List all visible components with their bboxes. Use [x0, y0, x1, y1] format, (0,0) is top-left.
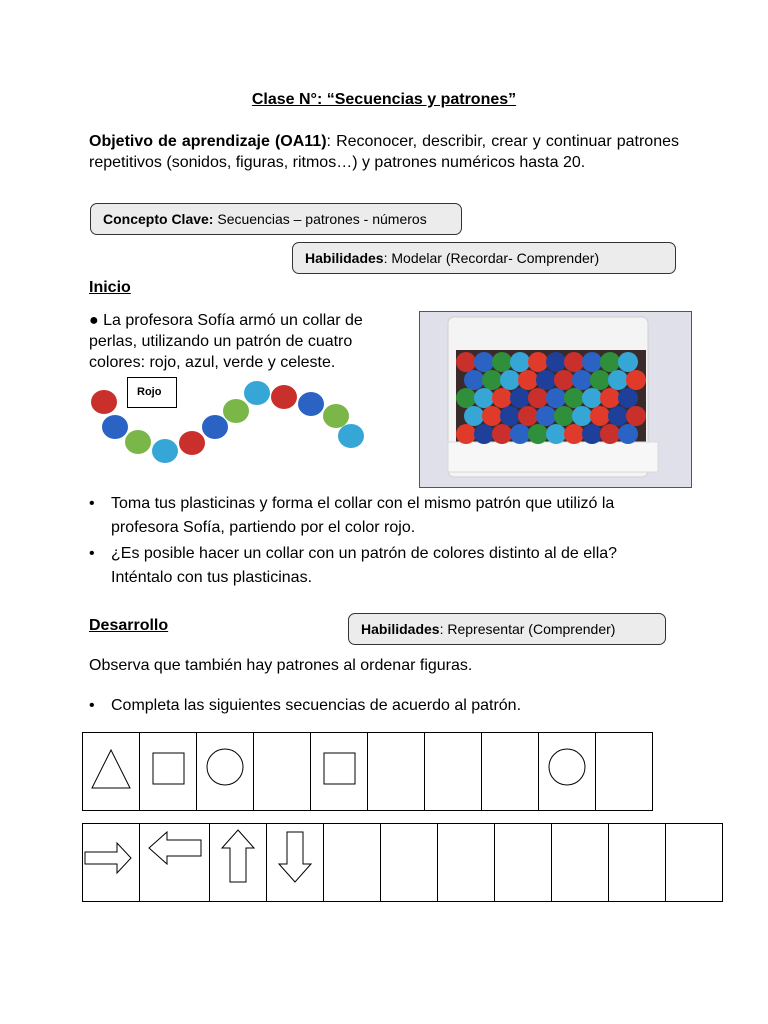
photo-bead [582, 388, 602, 408]
photo-bead [572, 406, 592, 426]
objective-label: Objetivo de aprendizaje (OA11) [89, 133, 327, 150]
circle-shape [539, 733, 595, 805]
photo-bead [564, 424, 584, 444]
square-shape [140, 733, 196, 805]
photo-bead [618, 424, 638, 444]
green-bead [223, 399, 249, 423]
photo-bead [572, 370, 592, 390]
arrow-left-icon [149, 832, 201, 864]
red-bead [271, 385, 297, 409]
photo-bead [518, 370, 538, 390]
beads-box-picture [420, 312, 691, 487]
bullet-text: ¿Es posible hacer un collar con un patrón de colores distinto al de ella? Inténtalo con tus plasticinas. [111, 545, 618, 586]
sequence-cell-circle [539, 733, 596, 811]
photo-bead [600, 388, 620, 408]
sequence-cell-square [311, 733, 368, 811]
bullet-symbol: • [89, 495, 95, 512]
triangle-shape [83, 733, 139, 805]
sequence-cell-circle [197, 733, 254, 811]
arrow-down-icon [279, 832, 311, 882]
skills-value: : Representar (Comprender) [439, 621, 616, 637]
page-title: Clase N°: “Secuencias y patrones” [251, 91, 517, 108]
photo-bead [528, 424, 548, 444]
concept-label: Concepto Clave: [103, 211, 214, 227]
photo-bead [510, 424, 530, 444]
photo-bead [626, 370, 646, 390]
sequence-cell-triangle [83, 733, 140, 811]
photo-bead [510, 352, 530, 372]
sequence-cell-empty[interactable] [495, 824, 552, 902]
skills-label: Habilidades [361, 621, 440, 637]
photo-bead [456, 388, 476, 408]
photo-bead [564, 352, 584, 372]
photo-bead [474, 388, 494, 408]
objective-text: : Reconocer, describir, crear y continuar patrones repetitivos (sonidos, figuras, ritmos…) y patrones numéricos hasta 20. [89, 133, 679, 171]
photo-bead [474, 424, 494, 444]
photo-bead [590, 370, 610, 390]
sequence-cell-empty[interactable] [425, 733, 482, 811]
sequence-cell-empty[interactable] [324, 824, 381, 902]
arrow-up-shape [210, 824, 266, 896]
inicio-heading: Inicio [89, 279, 131, 296]
skills-label: Habilidades [305, 250, 384, 266]
inicio-text: ● La profesora Sofía armó un collar de perlas, utilizando un patrón de cuatro colores: rojo, azul, verde y celeste. [89, 312, 363, 371]
arrow-left-shape [141, 824, 209, 896]
skills-box-inicio [292, 242, 676, 274]
concept-key-box [90, 203, 462, 235]
square-icon [324, 753, 355, 784]
sequence-cell-arrow-left [140, 824, 210, 902]
photo-bead [582, 352, 602, 372]
sequence-cell-arrow-down [267, 824, 324, 902]
photo-bead [500, 406, 520, 426]
blue-bead [202, 415, 228, 439]
photo-bead [608, 370, 628, 390]
sequence-cell-empty[interactable] [666, 824, 723, 902]
photo-bead [456, 352, 476, 372]
red-bead [91, 390, 117, 414]
observe-text: Observa que también hay patrones al ordenar figuras. [89, 657, 473, 674]
photo-bead [492, 352, 512, 372]
sequence-cell-empty[interactable] [438, 824, 495, 902]
photo-bead [590, 406, 610, 426]
desarrollo-heading: Desarrollo [89, 617, 169, 634]
photo-bead [554, 406, 574, 426]
photo-bead [464, 370, 484, 390]
arrow-down-shape [267, 824, 323, 896]
sequence-cell-empty[interactable] [368, 733, 425, 811]
photo-bead [474, 352, 494, 372]
photo-bead [600, 424, 620, 444]
skills-value: : Modelar (Recordar- Comprender) [383, 250, 600, 266]
photo-bead [492, 424, 512, 444]
photo-bead [546, 352, 566, 372]
photo-bead [554, 370, 574, 390]
photo-bead [482, 406, 502, 426]
bullet-symbol: • [89, 697, 95, 714]
photo-bead [492, 388, 512, 408]
photo-bead [618, 388, 638, 408]
circle-shape [197, 733, 253, 805]
bullet-text: Completa las siguientes secuencias de acuerdo al patrón. [111, 697, 522, 714]
blue-bead [298, 392, 324, 416]
cyan-bead [152, 439, 178, 463]
objective-paragraph [89, 131, 679, 173]
photo-bead [528, 388, 548, 408]
cyan-bead [338, 424, 364, 448]
red-bead-label: Rojo [127, 377, 177, 408]
beads-photo [419, 311, 692, 488]
photo-bead [618, 352, 638, 372]
triangle-icon [92, 750, 130, 788]
arrow-up-icon [222, 830, 254, 882]
photo-bead [518, 406, 538, 426]
circle-icon [549, 749, 585, 785]
photo-bead [536, 406, 556, 426]
photo-bead [600, 352, 620, 372]
square-icon [153, 753, 184, 784]
photo-bead [528, 352, 548, 372]
photo-bead [582, 424, 602, 444]
sequence-cell-square [140, 733, 197, 811]
arrow-right-icon [85, 843, 131, 873]
sequence-cell-arrow-right [83, 824, 140, 902]
cyan-bead [244, 381, 270, 405]
photo-bead [536, 370, 556, 390]
bullet-text: Toma tus plasticinas y forma el collar con el mismo patrón que utilizó la profesora Sofía, partiendo por el color rojo. [111, 495, 615, 536]
bullet-symbol: • [89, 545, 95, 562]
sequence-cell-empty[interactable] [381, 824, 438, 902]
sequence-cell-empty[interactable] [482, 733, 539, 811]
red-bead [179, 431, 205, 455]
photo-bead [608, 406, 628, 426]
sequence-cell-empty[interactable] [596, 733, 653, 811]
blue-bead [102, 415, 128, 439]
photo-bead [482, 370, 502, 390]
concept-value: Secuencias – patrones - números [213, 211, 427, 227]
photo-bead [510, 388, 530, 408]
arrow-right-shape [83, 824, 139, 896]
sequence-cell-empty[interactable] [254, 733, 311, 811]
photo-bead [500, 370, 520, 390]
sequence-cell-arrow-up [210, 824, 267, 902]
photo-bead [546, 388, 566, 408]
green-bead [323, 404, 349, 428]
square-shape [311, 733, 367, 805]
photo-bead [464, 406, 484, 426]
arrows-sequence-table [82, 823, 723, 902]
photo-bead [626, 406, 646, 426]
photo-bead [564, 388, 584, 408]
shapes-sequence-table [82, 732, 653, 811]
circle-icon [207, 749, 243, 785]
sequence-cell-empty[interactable] [609, 824, 666, 902]
photo-bead [546, 424, 566, 444]
sequence-cell-empty[interactable] [552, 824, 609, 902]
green-bead [125, 430, 151, 454]
skills-box-desarrollo [348, 613, 666, 645]
photo-bead [456, 424, 476, 444]
